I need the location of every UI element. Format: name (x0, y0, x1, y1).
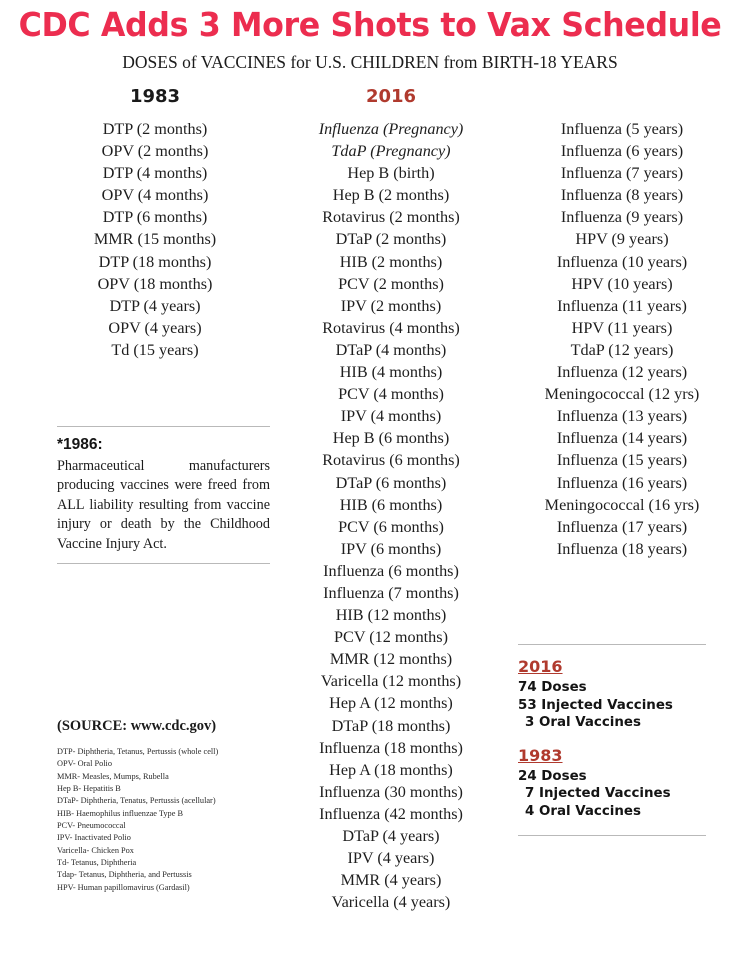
dose-item: HPV (10 years) (571, 274, 673, 293)
summary-1983-doses: 24 Doses (518, 768, 587, 784)
dose-list-2016 (272, 118, 510, 913)
dose-item: MMR (12 months) (329, 650, 453, 669)
dose-item: Influenza (6 years) (560, 142, 684, 161)
dose-item: Influenza (11 years) (557, 296, 687, 315)
dose-item: PCV (4 months) (338, 385, 444, 404)
note-top-rule (57, 426, 270, 427)
dose-item: Hep A (12 months) (329, 694, 453, 713)
dose-item: Influenza (17 years) (556, 517, 688, 536)
legend-item: PCV- Pneumococcal (57, 821, 126, 831)
dose-item: Hep A (18 months) (329, 760, 453, 779)
dose-item: Td (15 years) (111, 340, 199, 359)
summary-1983-oral: 4 Oral Vaccines (525, 803, 641, 819)
dose-item: IPV (2 months) (340, 296, 442, 315)
dose-item: IPV (6 months) (340, 539, 442, 558)
dose-item: DTaP (4 years) (342, 827, 440, 845)
summary-box (518, 644, 706, 836)
dose-item: Influenza (18 years) (556, 539, 688, 558)
legend-item: Td- Tetanus, Diphtheria (57, 858, 137, 868)
legend-item: HIB- Haemophilus influenzae Type B (57, 808, 183, 818)
dose-item: Influenza (16 years) (556, 473, 688, 492)
legend-item: IPV- Inactivated Polio (57, 833, 131, 843)
dose-item: Meningococcal (16 yrs) (544, 495, 700, 514)
dose-item: DTaP (18 months) (331, 716, 451, 735)
dose-item: Hep B (2 months) (332, 186, 450, 205)
dose-item: MMR (4 years) (340, 871, 442, 890)
legend-item: MMR- Measles, Mumps, Rubella (57, 771, 169, 781)
dose-item: IPV (4 years) (347, 849, 435, 868)
dose-item: Influenza (5 years) (560, 120, 684, 138)
dose-item: OPV (4 years) (108, 318, 202, 337)
dose-item: HIB (6 months) (339, 495, 443, 514)
summary-2016-injected: 53 Injected Vaccines (518, 697, 673, 713)
dose-item: OPV (4 months) (101, 186, 209, 205)
dose-item: Rotavirus (2 months) (322, 208, 460, 227)
dose-item: Hep B (birth) (347, 164, 435, 183)
column-2016 (272, 86, 510, 913)
summary-2016-oral: 3 Oral Vaccines (525, 715, 641, 731)
dose-item: OPV (18 months) (97, 274, 213, 293)
note-body: Pharmaceutical manufacturers producing vaccines were freed from ALL liability resulting from vaccine injury or death by the Childhood Vaccine Injury Act. (57, 458, 270, 552)
dose-item: TdaP (12 years) (570, 340, 674, 359)
dose-item: Hep B (6 months) (332, 429, 450, 448)
dose-item: Meningococcal (12 yrs) (544, 385, 700, 404)
dose-item: Varicella (4 years) (331, 893, 451, 912)
dose-item: OPV (2 months) (101, 142, 209, 161)
dose-item: DTP (4 months) (102, 164, 208, 183)
dose-item: Influenza (Pregnancy) (318, 120, 464, 138)
dose-item: Influenza (12 years) (556, 363, 688, 382)
dose-list-1983 (35, 118, 275, 361)
dose-item: HPV (9 years) (575, 230, 669, 249)
dose-item: HPV (11 years) (571, 318, 673, 337)
column-2016-continued (508, 86, 736, 560)
legend-item: Tdap- Tetanus, Diphtheria, and Pertussis (57, 870, 192, 880)
legend-item: OPV- Oral Polio (57, 759, 113, 769)
dose-item: Influenza (7 years) (560, 164, 684, 183)
dose-item: PCV (12 months) (334, 628, 448, 647)
page-subtitle: DOSES of VACCINES for U.S. CHILDREN from BIRTH-18 YEARS (122, 52, 618, 72)
dose-item: HIB (12 months) (335, 606, 447, 625)
summary-bottom-rule (518, 835, 706, 836)
dose-item: Influenza (30 months) (319, 782, 463, 801)
dose-item: PCV (2 months) (338, 274, 444, 293)
dose-item: Rotavirus (6 months) (322, 451, 460, 470)
dose-item: Rotavirus (4 months) (322, 318, 460, 337)
dose-item: Influenza (10 years) (556, 252, 688, 271)
summary-1983-injected: 7 Injected Vaccines (525, 786, 671, 802)
dose-item: Influenza (9 years) (560, 208, 684, 227)
summary-2016-doses: 74 Doses (518, 680, 587, 695)
dose-item: Influenza (14 years) (556, 429, 688, 448)
dose-item: Influenza (6 months) (323, 561, 459, 580)
legend-item: Varicella- Chicken Pox (57, 845, 134, 855)
summary-year-2016: 2016 (518, 657, 563, 676)
dose-item: DTP (6 months) (102, 208, 208, 227)
dose-item: HIB (4 months) (339, 363, 443, 382)
page-title: CDC Adds 3 More Shots to Vax Schedule (18, 5, 722, 44)
summary-block-2016 (518, 657, 706, 732)
dose-item: DTaP (4 months) (335, 340, 447, 359)
dose-item: Influenza (15 years) (556, 451, 688, 470)
dose-item: DTaP (6 months) (335, 473, 447, 492)
summary-year-1983: 1983 (518, 745, 563, 765)
column-heading-spacer (508, 86, 736, 118)
abbreviation-legend (57, 746, 287, 894)
summary-block-1983 (518, 746, 706, 821)
dose-item: Varicella (12 months) (320, 672, 462, 691)
note-bottom-rule (57, 563, 270, 564)
column-heading-2016: 2016 (365, 86, 417, 107)
column-heading-1983: 1983 (129, 86, 181, 107)
dose-item: DTP (2 months) (102, 120, 208, 138)
dose-item: MMR (15 months) (93, 230, 217, 249)
dose-item: Influenza (7 months) (323, 583, 459, 602)
dose-item: IPV (4 months) (340, 407, 442, 426)
source-credit: (SOURCE: www.cdc.gov) (57, 718, 217, 734)
dose-item: Influenza (8 years) (560, 186, 684, 205)
dose-item: DTP (4 years) (109, 296, 201, 315)
liability-note (57, 426, 270, 564)
dose-list-2016-continued (508, 118, 736, 560)
dose-item: Influenza (13 years) (556, 407, 688, 426)
dose-item: Influenza (42 months) (319, 804, 463, 823)
legend-item: Hep B- Hepatitis B (57, 784, 121, 794)
summary-top-rule (518, 644, 706, 645)
note-title: *1986: (57, 436, 103, 453)
legend-item: HPV- Human papillomavirus (Gardasil) (57, 882, 190, 892)
dose-item: HIB (2 months) (339, 252, 443, 271)
dose-item: DTP (18 months) (98, 252, 212, 271)
dose-item: DTaP (2 months) (335, 230, 447, 249)
dose-item: PCV (6 months) (338, 517, 444, 536)
legend-item: DTaP- Diphtheria, Tenatus, Pertussis (acellular) (57, 796, 216, 806)
dose-item: TdaP (Pregnancy) (331, 142, 451, 161)
column-1983 (35, 86, 275, 361)
legend-item: DTP- Diphtheria, Tetanus, Pertussis (whole cell) (57, 747, 219, 756)
dose-item: Influenza (18 months) (319, 738, 463, 757)
